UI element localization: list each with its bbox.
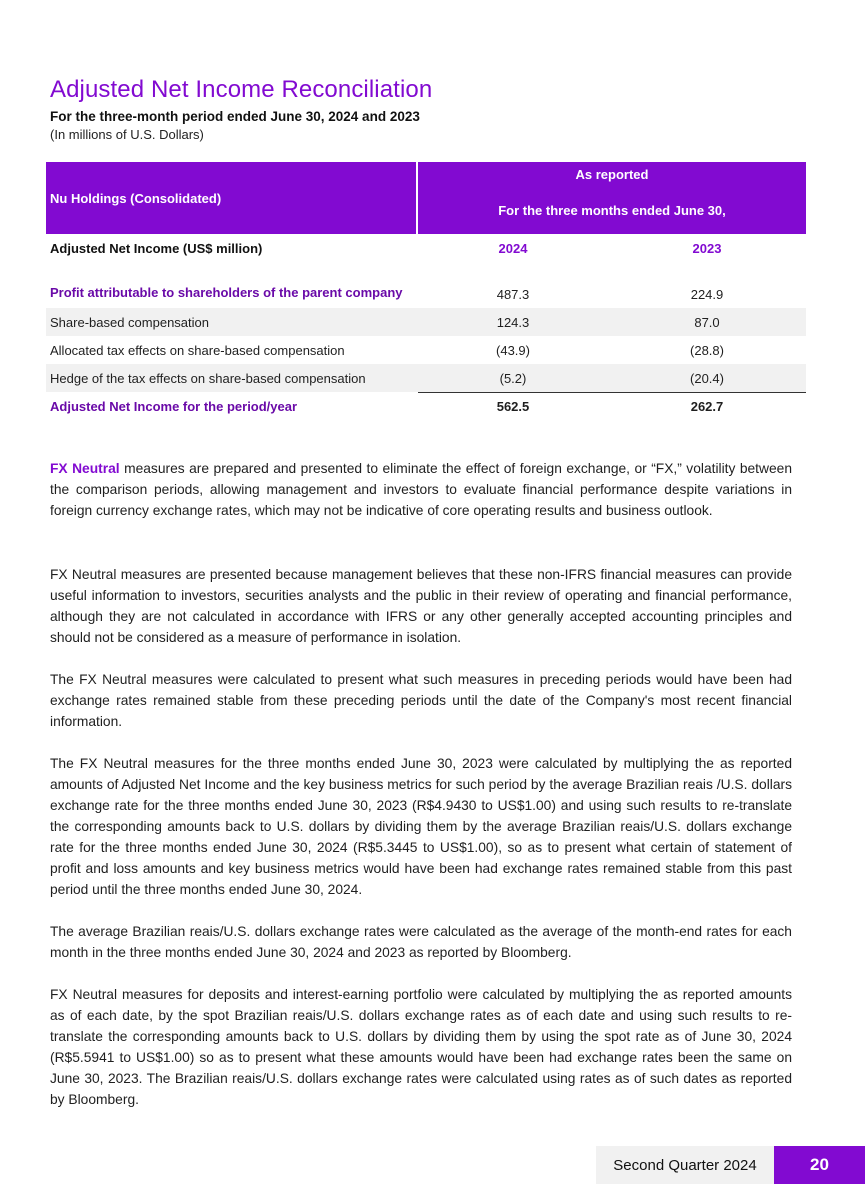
period-label: For the three months ended June 30, xyxy=(498,203,726,218)
row-label: Allocated tax effects on share-based compensation xyxy=(50,342,345,358)
row-label: Share-based compensation xyxy=(50,314,209,330)
page-title: Adjusted Net Income Reconciliation xyxy=(50,76,433,103)
column-header-metric: Adjusted Net Income (US$ million) xyxy=(50,240,263,256)
entity-label: Nu Holdings (Consolidated) xyxy=(46,162,416,234)
fx-neutral-highlight: FX Neutral xyxy=(50,461,120,476)
row-value-2024: 487.3 xyxy=(496,287,530,302)
column-header-2023: 2023 xyxy=(692,240,722,256)
reconciliation-table xyxy=(46,162,806,420)
table-row xyxy=(46,262,806,308)
row-value-2024: (43.9) xyxy=(496,342,530,358)
paragraph-fx-neutral-purpose: FX Neutral measures are presented because management believes that these non-IFRS financial measures can provide useful information to investors, securities analysts and the public in their review of operating and financial performance, although they are not calculated in accordance with IFRS or any other generally accepted accounting principles and should not be considered as a measure of performance in isolation. xyxy=(50,567,792,645)
row-value-2024: (5.2) xyxy=(499,370,527,386)
paragraph-fx-neutral-calculation: The FX Neutral measures were calculated to present what such measures in preceding periods would have been had exchange rates remained stable from these preceding periods until the date of the Company's most recent financial information. xyxy=(50,672,792,729)
reported-header xyxy=(418,162,806,234)
paragraph-text: measures are prepared and presented to eliminate the effect of foreign exchange, or “FX,” volatility between the comparison periods, allowing management and investors to evaluate financial performance despite variations in foreign currency exchange rates, which may not be indicative of core operating results and business outlook. xyxy=(50,461,792,518)
total-label: Adjusted Net Income for the period/year xyxy=(50,398,298,414)
row-value-2023: (20.4) xyxy=(690,370,724,386)
paragraph-fx-neutral-method: The FX Neutral measures for the three months ended June 30, 2023 were calculated by multiplying the as reported amounts of Adjusted Net Income and the key business metrics for such period by the average Brazilian reais /U.S. dollars exchange rate for the three months ended June 30, 2023 (R$4.9430 to US$1.00) and using such results to re-translate the corresponding amounts back to U.S. dollars by dividing them by the average Brazilian reais/U.S. dollars exchange rate for the three months ended June 30, 2024 (R$5.3445 to US$1.00), so as to present what certain of statement of profit and loss amounts and key business metrics would have been had exchange rates remained stable from this past period until the three months ended June 30, 2024. xyxy=(50,756,792,897)
paragraph-deposits-portfolio: FX Neutral measures for deposits and interest-earning portfolio were calculated by multiplying the as reported amounts as of each date, by the spot Brazilian reais/U.S. dollars exchange rates as of each date and using such results to re-translate the corresponding amounts back to U.S. dollars by dividing them by using the spot rate as of June 30, 2024 (R$5.5941 to US$1.00) so as to present what these amounts would have been had exchange rates been the same on June 30, 2023. The Brazilian reais/U.S. dollars exchange rates were calculated using rates as of such dates as reported by Bloomberg. xyxy=(50,987,792,1107)
table-row xyxy=(46,308,806,336)
total-value-2023: 262.7 xyxy=(690,398,724,414)
row-value-2023: 224.9 xyxy=(690,287,724,302)
row-label: Profit attributable to shareholders of the parent company xyxy=(50,285,403,300)
row-value-2023: 87.0 xyxy=(694,314,720,330)
column-header-2024: 2024 xyxy=(498,240,528,256)
units-note: (In millions of U.S. Dollars) xyxy=(50,127,204,142)
table-header xyxy=(46,162,806,234)
row-value-2023: (28.8) xyxy=(690,342,724,358)
as-reported-label: As reported xyxy=(575,167,649,182)
column-header-row xyxy=(46,234,806,262)
total-row xyxy=(46,392,806,420)
table-row xyxy=(46,336,806,364)
table-row xyxy=(46,364,806,392)
page-subtitle: For the three-month period ended June 30, 2024 and 2023 xyxy=(50,109,420,124)
row-label: Hedge of the tax effects on share-based compensation xyxy=(50,370,366,386)
total-value-2024: 562.5 xyxy=(496,398,530,414)
page-number: 20 xyxy=(774,1146,865,1184)
row-value-2024: 124.3 xyxy=(496,314,530,330)
paragraph-fx-neutral-intro xyxy=(50,458,792,521)
footer-period-label: Second Quarter 2024 xyxy=(596,1146,774,1184)
paragraph-exchange-rates: The average Brazilian reais/U.S. dollars exchange rates were calculated as the average of the month-end rates for each month in the three months ended June 30, 2024 and 2023 as reported by Bloomberg. xyxy=(50,924,792,960)
